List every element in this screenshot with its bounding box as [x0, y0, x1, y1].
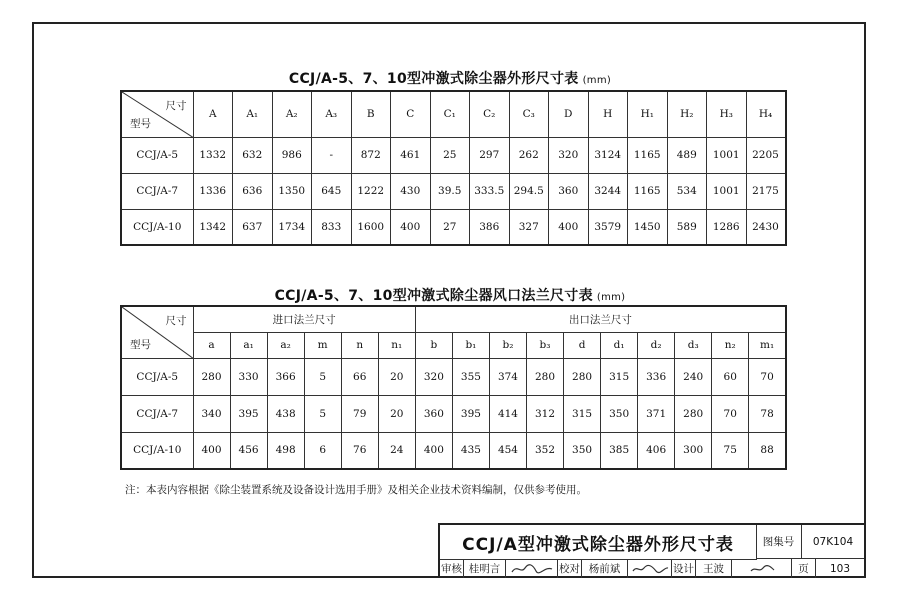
inlet-group-header: 进口法兰尺寸 [193, 306, 415, 332]
table1-title [0, 68, 900, 88]
t2-cell: 75 [712, 432, 749, 469]
t2-cell: 24 [378, 432, 415, 469]
t1-header: D [549, 91, 589, 137]
t1-cell: 1222 [351, 173, 391, 209]
t1-cell: 27 [430, 209, 470, 245]
t2-cell: 374 [489, 358, 526, 395]
table-row [121, 137, 786, 173]
t1-header: A₂ [272, 91, 312, 137]
t2-cell: 6 [304, 432, 341, 469]
t1-cell: 3579 [588, 209, 628, 245]
t2-cell: 300 [675, 432, 712, 469]
table-row [121, 173, 786, 209]
t1-header: H₁ [628, 91, 668, 137]
t1-cell: 333.5 [470, 173, 510, 209]
t1-cell: 360 [549, 173, 589, 209]
checker-signature [628, 559, 672, 578]
t1-cell: 1450 [628, 209, 668, 245]
t1-header: C₃ [509, 91, 549, 137]
handwritten-signature-icon [630, 562, 670, 576]
t2-cell: 400 [193, 432, 230, 469]
t1-cell: 1350 [272, 173, 312, 209]
table1-corner-cell [121, 91, 193, 137]
t2-model: CCJ/A-10 [121, 432, 193, 469]
t2-cell: 78 [749, 395, 786, 432]
table1-unit: (mm) [582, 75, 612, 86]
t1-cell: 320 [549, 137, 589, 173]
t1-header: H₂ [667, 91, 707, 137]
table2-unit: (mm) [596, 292, 626, 303]
t1-cell: 3124 [588, 137, 628, 173]
t2-cell: 385 [601, 432, 638, 469]
drawing-title: CCJ/A型冲激式除尘器外形尺寸表 [440, 525, 757, 560]
t1-cell: 2430 [746, 209, 786, 245]
t2-cell: 280 [193, 358, 230, 395]
t2-cell: 70 [712, 395, 749, 432]
table2-corner-cell [121, 306, 193, 358]
t1-cell: 430 [391, 173, 431, 209]
t2-model: CCJ/A-7 [121, 395, 193, 432]
table-row [121, 358, 786, 395]
t1-cell: 637 [233, 209, 273, 245]
table-row [121, 209, 786, 245]
check-label: 校对 [558, 559, 582, 578]
t1-cell: 2175 [746, 173, 786, 209]
t2-cell: 498 [267, 432, 304, 469]
t1-cell: 400 [549, 209, 589, 245]
page-number: 103 [829, 562, 851, 575]
reviewer-signature [506, 559, 558, 578]
t1-cell: 386 [470, 209, 510, 245]
t1-cell: 3244 [588, 173, 628, 209]
t2-cell: 76 [341, 432, 378, 469]
t1-header: B [351, 91, 391, 137]
t2-header: a [193, 332, 230, 358]
t2-cell: 400 [415, 432, 452, 469]
t1-header: H₃ [707, 91, 747, 137]
t1-cell: 294.5 [509, 173, 549, 209]
t1-model: CCJ/A-10 [121, 209, 193, 245]
t2-header: n [341, 332, 378, 358]
table2-corner-bottom: 型号 [130, 338, 151, 351]
review-label: 审核 [440, 559, 464, 578]
t2-cell: 395 [230, 395, 267, 432]
t1-cell: 25 [430, 137, 470, 173]
t1-cell: 833 [312, 209, 352, 245]
table-row [121, 432, 786, 469]
t1-model: CCJ/A-5 [121, 137, 193, 173]
t1-cell: 461 [391, 137, 431, 173]
t2-cell: 88 [749, 432, 786, 469]
t2-header: a₂ [267, 332, 304, 358]
t2-header: b₂ [489, 332, 526, 358]
t2-cell: 395 [452, 395, 489, 432]
t2-header: d₁ [601, 332, 638, 358]
t2-cell: 360 [415, 395, 452, 432]
t2-cell: 315 [601, 358, 638, 395]
t2-cell: 5 [304, 395, 341, 432]
table2-title [0, 285, 900, 305]
t1-cell: 632 [233, 137, 273, 173]
t2-cell: 366 [267, 358, 304, 395]
t1-cell: 2205 [746, 137, 786, 173]
t1-header: H₄ [746, 91, 786, 137]
t1-cell: 645 [312, 173, 352, 209]
t2-cell: 336 [638, 358, 675, 395]
t2-header: m₁ [749, 332, 786, 358]
t2-cell: 320 [415, 358, 452, 395]
table1-corner-bottom: 型号 [130, 117, 151, 130]
t2-header: b₃ [526, 332, 563, 358]
table1-corner-top: 尺寸 [165, 100, 187, 112]
atlas-number: 07K104 [802, 525, 864, 559]
t1-header: H [588, 91, 628, 137]
table-row [121, 395, 786, 432]
t2-cell: 66 [341, 358, 378, 395]
t2-cell: 79 [341, 395, 378, 432]
t1-header: C₁ [430, 91, 470, 137]
t1-cell: 1342 [193, 209, 233, 245]
t2-cell: 315 [564, 395, 601, 432]
t1-header: A₁ [233, 91, 273, 137]
t1-cell: 1332 [193, 137, 233, 173]
t1-cell: 1001 [707, 137, 747, 173]
t1-cell: 872 [351, 137, 391, 173]
t2-cell: 330 [230, 358, 267, 395]
t2-cell: 406 [638, 432, 675, 469]
t2-cell: 70 [749, 358, 786, 395]
t1-cell: 589 [667, 209, 707, 245]
t1-header: C₂ [470, 91, 510, 137]
t2-cell: 312 [526, 395, 563, 432]
table2-corner-top: 尺寸 [165, 315, 187, 327]
handwritten-signature-icon [509, 562, 555, 576]
t1-cell: - [312, 137, 352, 173]
t2-cell: 435 [452, 432, 489, 469]
t1-header: C [391, 91, 431, 137]
t1-cell: 1165 [628, 173, 668, 209]
title-block [438, 523, 866, 578]
t1-model: CCJ/A-7 [121, 173, 193, 209]
t2-model: CCJ/A-5 [121, 358, 193, 395]
handwritten-signature-icon [747, 562, 777, 576]
t2-header: d [564, 332, 601, 358]
t2-cell: 352 [526, 432, 563, 469]
t2-cell: 5 [304, 358, 341, 395]
t2-cell: 20 [378, 395, 415, 432]
t1-cell: 1734 [272, 209, 312, 245]
designer-name: 王波 [696, 559, 732, 578]
t1-header: A₃ [312, 91, 352, 137]
t2-cell: 438 [267, 395, 304, 432]
footnote: 注：本表内容根据《除尘装置系统及设备设计选用手册》及相关企业技术资料编制，仅供参考使用。 [125, 484, 587, 496]
t2-cell: 60 [712, 358, 749, 395]
reviewer-name: 桂明言 [464, 559, 506, 578]
t1-cell: 1600 [351, 209, 391, 245]
t2-cell: 280 [564, 358, 601, 395]
t2-cell: 350 [564, 432, 601, 469]
checker-name: 杨前斌 [582, 559, 628, 578]
flange-dimension-table [120, 305, 787, 470]
t1-cell: 1286 [707, 209, 747, 245]
outline-dimension-table [120, 90, 787, 246]
outlet-group-header: 出口法兰尺寸 [415, 306, 786, 332]
t1-cell: 1336 [193, 173, 233, 209]
t2-cell: 456 [230, 432, 267, 469]
t1-cell: 39.5 [430, 173, 470, 209]
atlas-label: 图集号 [756, 525, 802, 559]
t2-header: n₂ [712, 332, 749, 358]
t1-cell: 636 [233, 173, 273, 209]
t2-header: a₁ [230, 332, 267, 358]
t2-header: m [304, 332, 341, 358]
t1-cell: 489 [667, 137, 707, 173]
table2-title-text: CCJ/A-5、7、10型冲激式除尘器风口法兰尺寸表 [274, 288, 593, 304]
design-label: 设计 [672, 559, 696, 578]
t2-header: n₁ [378, 332, 415, 358]
t2-cell: 454 [489, 432, 526, 469]
t1-cell: 1001 [707, 173, 747, 209]
t2-cell: 414 [489, 395, 526, 432]
t2-cell: 280 [526, 358, 563, 395]
t2-cell: 350 [601, 395, 638, 432]
t1-cell: 1165 [628, 137, 668, 173]
t2-header: d₂ [638, 332, 675, 358]
t1-cell: 534 [667, 173, 707, 209]
t2-header: b [415, 332, 452, 358]
t1-cell: 327 [509, 209, 549, 245]
page-label: 页 [792, 559, 816, 578]
t2-cell: 355 [452, 358, 489, 395]
table1-title-text: CCJ/A-5、7、10型冲激式除尘器外形尺寸表 [288, 71, 579, 87]
t2-header: b₁ [452, 332, 489, 358]
designer-signature [732, 559, 792, 578]
t2-cell: 240 [675, 358, 712, 395]
t2-header: d₃ [675, 332, 712, 358]
t1-cell: 986 [272, 137, 312, 173]
t1-header: A [193, 91, 233, 137]
t1-cell: 400 [391, 209, 431, 245]
t1-cell: 262 [509, 137, 549, 173]
t2-cell: 371 [638, 395, 675, 432]
t2-cell: 340 [193, 395, 230, 432]
t2-cell: 280 [675, 395, 712, 432]
t2-cell: 20 [378, 358, 415, 395]
t1-cell: 297 [470, 137, 510, 173]
